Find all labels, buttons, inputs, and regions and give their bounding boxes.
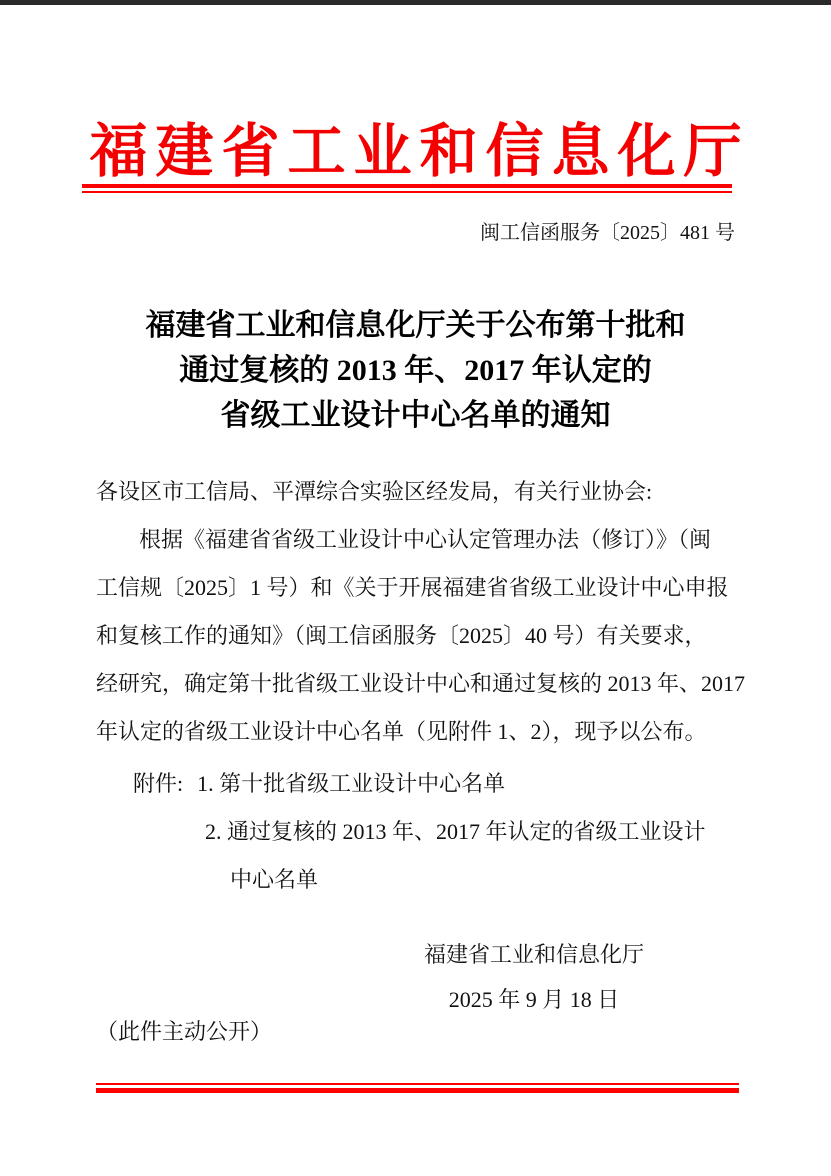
signature-agency: 福建省工业和信息化厅 <box>423 942 644 967</box>
notice-title-line-3: 省级工业设计中心名单的通知 <box>220 399 611 432</box>
body-line: 经研究，确定第十批省级工业设计中心和通过复核的 2013 年、2017 <box>96 671 746 696</box>
body-line: 根据《福建省省级工业设计中心认定管理办法（修订）》（闽 <box>139 527 712 552</box>
attachment-item-2: 2. 通过复核的 2013 年、2017 年认定的省级工业设计 <box>205 819 706 844</box>
viewer-top-bar <box>0 0 831 5</box>
attachment-line-1 <box>96 760 744 808</box>
attachment-item-1: 1. 第十批省级工业设计中心名单 <box>197 771 506 796</box>
header-double-rule <box>82 184 732 193</box>
notice-body <box>96 468 744 756</box>
salutation-line: 各设区市工信局、平潭综合实验区经发局，有关行业协会: <box>96 479 653 504</box>
footer-rule-thick-line <box>96 1088 739 1093</box>
notice-title-line-1: 福建省工业和信息化厅关于公布第十批和 <box>145 309 686 342</box>
attachment-item-2-continued: 中心名单 <box>230 867 319 892</box>
document-reference-number: 闽工信函服务〔2025〕481 号 <box>480 222 735 244</box>
notice-title <box>0 303 831 438</box>
body-line: 年认定的省级工业设计中心名单（见附件 1、2），现予以公布。 <box>96 719 707 744</box>
agency-masthead: 福建省工业和信息化厅 <box>89 119 750 184</box>
footer-double-rule <box>96 1083 739 1093</box>
disclosure-note: （此件主动公开） <box>96 1019 273 1044</box>
attachments-label: 附件: <box>133 771 184 796</box>
header-rule-thin-line <box>82 191 732 193</box>
signature-block <box>238 932 830 1022</box>
footer-rule-thin-line <box>96 1083 739 1085</box>
attachments-block <box>96 760 744 904</box>
notice-title-line-2: 通过复核的 2013 年、2017 年认定的 <box>179 354 652 387</box>
header-rule-thick-line <box>82 184 732 188</box>
body-line: 和复核工作的通知》（闽工信函服务〔2025〕40 号）有关要求， <box>96 623 707 648</box>
signature-date: 2025 年 9 月 18 日 <box>448 987 620 1012</box>
body-line: 工信规〔2025〕1 号）和《关于开展福建省省级工业设计中心申报 <box>96 575 729 600</box>
